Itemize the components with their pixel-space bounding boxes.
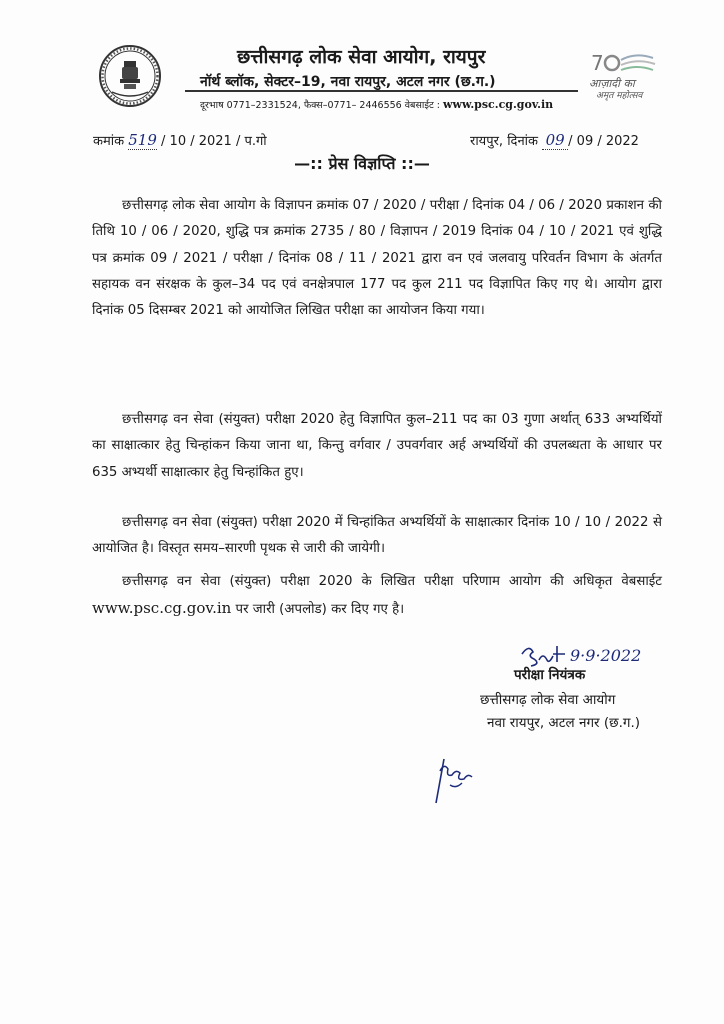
handwritten-day: 09 [542,131,568,150]
azadi-logo-text-1: आज़ादी का [589,77,635,90]
paragraph-3-text: छत्तीसगढ़ वन सेवा (संयुक्त) परीक्षा 2020 में चिन्हांकित अभ्यर्थियों के साक्षात्कार दिनांक 10 / 10 / 2022 से आयोजित है। विस्तृत समय–सारणी पृथक से जारी की जायेगी। [92,515,662,557]
reference-suffix: / 10 / 2021 / प.गो [161,134,267,149]
contact-line [200,98,553,111]
paragraph-4-text-before: छत्तीसगढ़ वन सेवा (संयुक्त) परीक्षा 2020 के लिखित परीक्षा परिणाम आयोग की अधिकृत वेबसाईट [122,574,662,589]
document-title: —:: प्रेस विज्ञप्ति ::— [294,154,430,173]
paragraph-4-text-after: पर जारी (अपलोड) कर दिए गए है। [235,602,405,618]
initials-scribble-icon [430,755,478,807]
website-link[interactable]: www.psc.cg.gov.in [443,98,554,111]
paragraph-2 [92,407,662,486]
contact-numbers: दूरभाष 0771–2331524, फैक्स–0771– 2446556 वेबसाईट : [200,100,441,111]
commission-name: छत्तीसगढ़ लोक सेवा आयोग, रायपुर [237,46,486,68]
signatory-organization: छत्तीसगढ़ लोक सेवा आयोग [480,692,616,708]
reference-label: कमांक [93,134,125,149]
commission-address: नॉर्थ ब्लॉक, सेक्टर–19, नवा रायपुर, अटल नगर (छ.ग.) [200,74,496,90]
signatory-place: नवा रायपुर, अटल नगर (छ.ग.) [487,715,641,731]
place-date [470,131,639,150]
paragraph-3 [92,510,662,563]
result-website-link[interactable]: www.psc.cg.gov.in [92,599,232,618]
azadi-logo-text-2: अमृत महोत्सव [596,91,643,101]
paragraph-2-text: छत्तीसगढ़ वन सेवा (संयुक्त) परीक्षा 2020 हेतु विज्ञापित कुल–211 पद का 03 गुणा अर्थात् 633 अभ्यर्थियों का साक्षात्कार हेतु चिन्हांकन किया जाना था, किन्तु वर्गवार / उपवर्गवार अर्ह अभ्यर्थियों की उपलब्धता के आधार पर 635 अभ्यर्थी साक्षात्कार हेतु चिन्हांकित हुए। [92,412,662,480]
paragraph-1 [92,193,662,324]
place-date-label: रायपुर, दिनांक [470,134,539,149]
paragraph-1-text: छत्तीसगढ़ लोक सेवा आयोग के विज्ञापन क्रमांक 07 / 2020 / परीक्षा / दिनांक 04 / 06 / 2020 प्रकाशन की तिथि 10 / 06 / 2020, शुद्धि पत्र क्रमांक 2735 / 80 / विज्ञापन / 2019 दिनांक 04 / 10 / 2021 एवं शुद्धि पत्र क्रमांक 09 / 2021 / परीक्षा / दिनांक 08 / 11 / 2021 द्वारा वन एवं जलवायु परिवर्तन विभाग के अंतर्गत सहायक वन संरक्षक के कुल–34 पद एवं वनक्षेत्रपाल 177 पद कुल 211 पद विज्ञापित किए गए थे। आयोग द्वारा दिनांक 05 दिसम्बर 2021 को आयोजित लिखित परीक्षा का आयोजन किया गया। [92,198,662,319]
signature-date: 9·9·2022 [570,646,642,665]
svg-text:7: 7 [591,51,604,75]
reference-number [93,131,267,150]
date-suffix: / 09 / 2022 [568,134,639,149]
paragraph-4 [92,569,662,624]
reference-handwritten-number: 519 [128,131,157,149]
state-emblem-icon [98,44,162,112]
signatory-designation: परीक्षा नियंत्रक [514,667,586,683]
